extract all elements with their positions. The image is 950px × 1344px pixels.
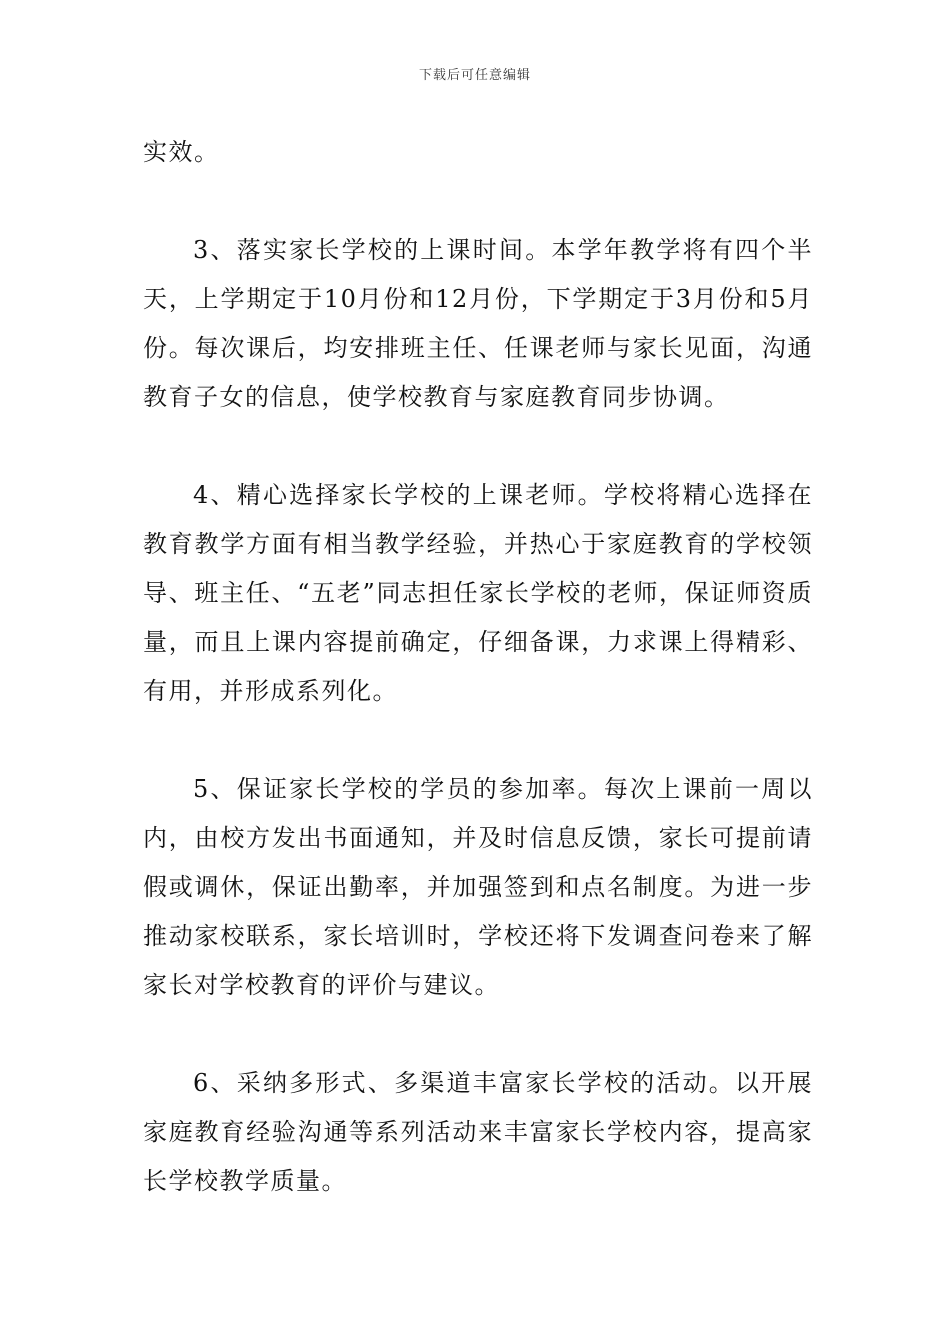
- page-header-note: 下载后可任意编辑: [418, 68, 531, 83]
- paragraph-gap: [143, 177, 813, 226]
- paragraph-item-4: 4、精心选择家长学校的上课老师。学校将精心选择在教育教学方面有相当教学经验，并热心于家庭教育的学校领导、班主任、“五老”同志担任家长学校的老师，保证师资质量，而且上课内容提前确定，仔细备课，力求课上得精彩、有用，并形成系列化。: [143, 481, 813, 705]
- paragraph-item-5: 5、保证家长学校的学员的参加率。每次上课前一周以内，由校方发出书面通知，并及时信息反馈，家长可提前请假或调休，保证出勤率，并加强签到和点名制度。为进一步推动家校联系，家长培训时，学校还将下发调查问卷来了解家长对学校教育的评价与建议。: [143, 775, 813, 999]
- document-body: [143, 128, 813, 1206]
- paragraph-item-3: 3、落实家长学校的上课时间。本学年教学将有四个半天，上学期定于10月份和12月份，下学期定于3月份和5月份。每次课后，均安排班主任、任课老师与家长见面，沟通教育子女的信息，使学校教育与家庭教育同步协调。: [143, 236, 813, 411]
- paragraph-gap: [143, 422, 813, 471]
- paragraph-continuation: 实效。: [143, 138, 220, 166]
- paragraph-gap: [143, 1010, 813, 1059]
- paragraph-item-6: 6、采纳多形式、多渠道丰富家长学校的活动。以开展家庭教育经验沟通等系列活动来丰富家长学校内容，提高家长学校教学质量。: [143, 1069, 813, 1195]
- paragraph-gap: [143, 716, 813, 765]
